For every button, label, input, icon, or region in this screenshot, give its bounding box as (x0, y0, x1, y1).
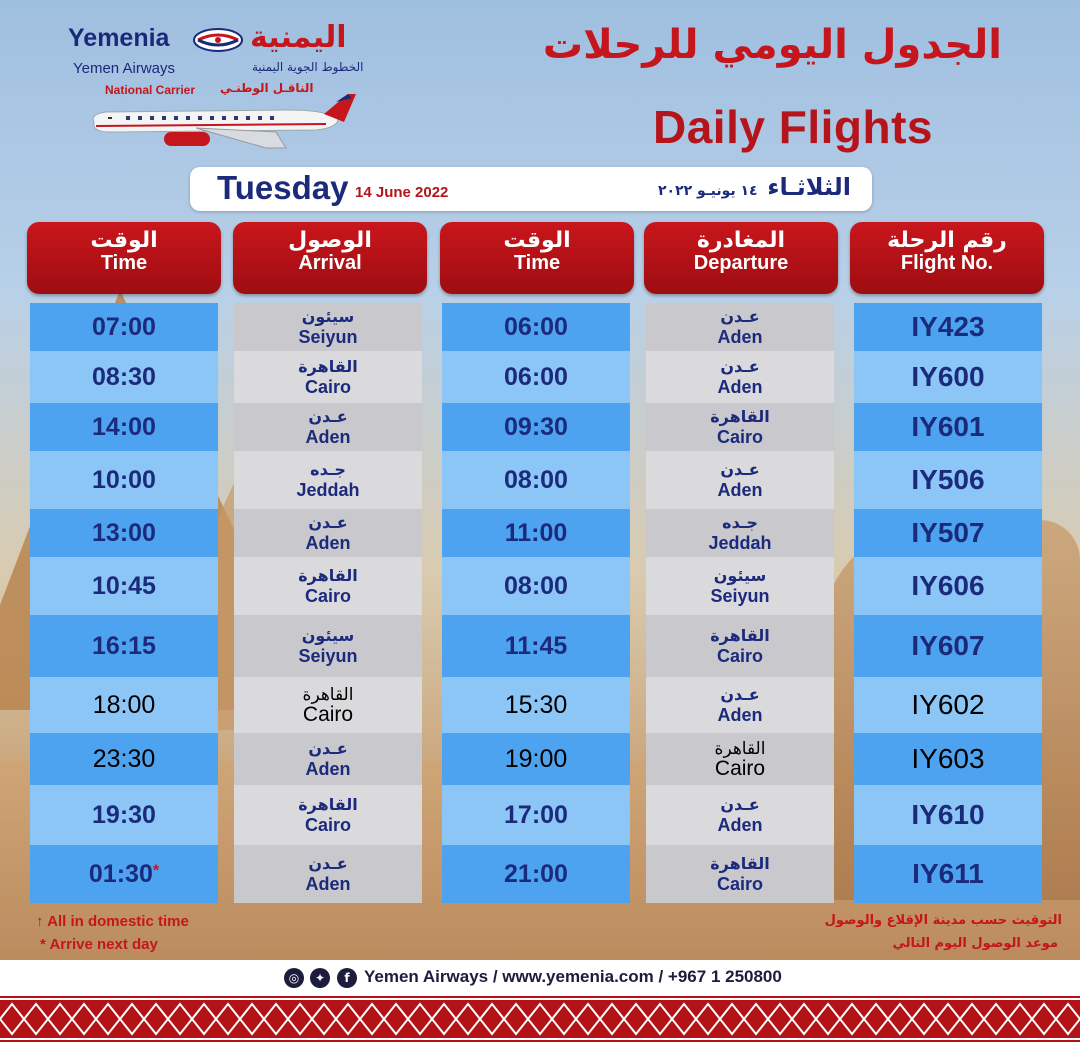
departure-city-en: Seiyun (710, 586, 770, 606)
departure-city-ar: سيئون (713, 566, 767, 585)
table-cell (442, 403, 630, 451)
flight-number-text: IY423 (911, 311, 985, 342)
day-ar: الثلاثـاء (767, 173, 851, 201)
departure-city-en: Cairo (716, 874, 763, 894)
header-arrival-time-en: Time (100, 252, 148, 274)
table-cell (442, 845, 630, 903)
departure-time-text: 21:00 (504, 859, 568, 888)
note-icon: ↑ (36, 913, 44, 930)
arrival-time-text: 16:15 (92, 631, 156, 660)
instagram-icon[interactable]: ◎ (284, 968, 304, 988)
column-flight-number (854, 303, 1042, 903)
departure-time-text: 19:00 (504, 744, 568, 773)
table-cell (30, 509, 218, 557)
table-cell (854, 557, 1042, 615)
departure-city-ar: عـدن (720, 685, 760, 704)
arrival-city-ar: القاهرة (298, 566, 358, 585)
table-cell (646, 351, 834, 403)
note-next-day (40, 936, 158, 953)
departure-city-ar: عـدن (720, 795, 760, 814)
table-cell (30, 303, 218, 351)
table-cell (234, 351, 422, 403)
table-cell (442, 733, 630, 785)
departure-city-en: Aden (717, 327, 763, 347)
header-departure-time-ar: الوقت (503, 228, 571, 253)
table-cell (442, 451, 630, 509)
table-cell (442, 785, 630, 845)
header-arrival (233, 222, 427, 294)
arrival-city-en: Aden (305, 533, 351, 553)
table-cell (646, 509, 834, 557)
departure-city-ar: جـده (722, 513, 758, 532)
table-cell (442, 615, 630, 677)
header-departure (644, 222, 838, 294)
departure-time-text: 17:00 (504, 800, 568, 829)
table-cell (442, 303, 630, 351)
title-ar: الجدول اليومي للرحلات (542, 22, 1002, 68)
arrival-city-ar: القاهرة (298, 795, 358, 814)
table-cell (854, 403, 1042, 451)
table-cell (30, 351, 218, 403)
note-domestic-time-ar: التوقيت حسب مدينة الإقلاع والوصول (824, 913, 1062, 928)
arrival-city-en: Cairo (304, 377, 351, 397)
departure-time-text: 08:00 (504, 465, 568, 494)
table-cell (234, 677, 422, 733)
departure-time-text: 08:00 (504, 571, 568, 600)
table-cell (234, 557, 422, 615)
header-departure-time-en: Time (513, 252, 561, 274)
table-cell (854, 677, 1042, 733)
departure-city-en: Aden (717, 480, 763, 500)
flight-number-text: IY507 (911, 517, 985, 548)
arrival-city-en: Seiyun (298, 327, 358, 347)
facebook-icon[interactable]: f (337, 968, 357, 988)
header-departure-en: Departure (693, 252, 789, 274)
arrival-city-en: Cairo (304, 815, 351, 835)
date-en: 14 June 2022 (355, 184, 449, 201)
date-bar (190, 167, 872, 211)
table-cell (30, 677, 218, 733)
header-arrival-time-ar: الوقت (90, 228, 158, 253)
departure-time-text: 09:30 (504, 412, 568, 441)
arrival-time-with-star (89, 860, 159, 889)
yemenia-logo-icon (192, 28, 244, 52)
arrival-time-text: 23:30 (92, 744, 156, 773)
table-cell (30, 557, 218, 615)
table-cell (442, 557, 630, 615)
table-cell (854, 615, 1042, 677)
note-next-day-ar: موعد الوصول اليوم التالي (892, 936, 1058, 951)
table-cell (854, 845, 1042, 903)
departure-city-en: Cairo (716, 646, 763, 666)
table-cell (646, 557, 834, 615)
title-en: Daily Flights (653, 101, 933, 153)
table-cell (646, 303, 834, 351)
table-cell (646, 677, 834, 733)
departure-city-ar: عـدن (720, 460, 760, 479)
departure-time-text: 11:00 (504, 518, 568, 547)
table-cell (30, 451, 218, 509)
header-departure-time (440, 222, 634, 294)
arrival-time-text: 13:00 (92, 518, 156, 547)
table-cell (234, 303, 422, 351)
footer-contact-text: Yemen Airways / www.yemenia.com / +967 1 250800 (364, 967, 782, 986)
arrival-city-en: Cairo (304, 586, 351, 606)
departure-city-en: Aden (717, 705, 763, 725)
column-arrival-time (30, 303, 218, 903)
flight-number-text: IY602 (911, 689, 985, 720)
date-ar: ١٤ يونيـو ٢٠٢٢ (658, 183, 758, 199)
header-flight-number (850, 222, 1044, 294)
arrival-time-text: 08:30 (92, 362, 156, 391)
arrival-time-text: 10:45 (92, 571, 156, 600)
table-cell (646, 845, 834, 903)
arrival-city-en: Cairo (302, 703, 354, 726)
arrival-city-ar: عـدن (308, 407, 348, 426)
departure-time-text: 11:45 (504, 631, 568, 660)
national-carrier-ar: الناقـل الوطنـي (220, 81, 314, 95)
arrival-city-ar: عـدن (308, 854, 348, 873)
arrival-time-text: 10:00 (92, 465, 156, 494)
arrival-time-text: 19:30 (92, 800, 156, 829)
table-cell (234, 403, 422, 451)
note-domestic-time (36, 913, 189, 930)
table-cell (30, 615, 218, 677)
brand-subtitle-ar: الخطوط الجوية اليمنية (252, 60, 364, 74)
arrival-city-ar: سيئون (301, 626, 355, 645)
column-departure-time (442, 303, 630, 903)
table-cell (234, 785, 422, 845)
twitter-icon[interactable]: ✦ (310, 968, 330, 988)
departure-time-text: 15:30 (504, 690, 568, 719)
arrival-city-ar: القاهرة (302, 685, 354, 705)
departure-city-ar: عـدن (720, 307, 760, 326)
day-en: Tuesday (217, 169, 349, 206)
table-cell (442, 351, 630, 403)
table-cell (854, 785, 1042, 845)
table-cell (234, 733, 422, 785)
arrival-city-ar: القاهرة (298, 357, 358, 376)
table-cell (234, 509, 422, 557)
table-cell (30, 733, 218, 785)
header-arrival-ar: الوصول (288, 228, 372, 253)
flight-number-text: IY606 (911, 570, 985, 601)
departure-city-en: Cairo (716, 427, 763, 447)
departure-city-ar: القاهرة (710, 626, 770, 645)
column-arrival (234, 303, 422, 903)
footer (0, 960, 1080, 996)
table-cell (234, 845, 422, 903)
next-day-star: * (152, 862, 160, 880)
table-cell (646, 451, 834, 509)
header-arrival-time (27, 222, 221, 294)
departure-city-en: Aden (717, 815, 763, 835)
departure-city-ar: القاهرة (710, 854, 770, 873)
arrival-city-en: Jeddah (296, 480, 360, 500)
flight-number-text: IY610 (911, 799, 985, 830)
table-cell (30, 845, 218, 903)
flight-number-text: IY600 (911, 361, 985, 392)
arrival-time-text: 01:30 (88, 859, 153, 888)
header-flight-number-ar: رقم الرحلة (887, 228, 1007, 253)
departure-city-ar: عـدن (720, 357, 760, 376)
flight-number-text: IY607 (911, 630, 985, 661)
airplane-icon (86, 92, 356, 156)
table-cell (646, 733, 834, 785)
table-cell (442, 509, 630, 557)
asterisk-icon: * (40, 936, 46, 953)
header-arrival-en: Arrival (298, 252, 362, 274)
arrival-city-ar: سيئون (301, 307, 355, 326)
table-cell (646, 615, 834, 677)
departure-city-ar: القاهرة (714, 739, 766, 759)
flight-number-text: IY603 (911, 743, 985, 774)
table-cell (854, 509, 1042, 557)
arrival-time-text: 07:00 (92, 312, 156, 341)
table-cell (30, 785, 218, 845)
brand-name-ar: اليمنية (250, 20, 347, 55)
arrival-city-en: Aden (305, 874, 351, 894)
arrival-city-en: Aden (305, 759, 351, 779)
table-cell (854, 351, 1042, 403)
arrival-time-text: 14:00 (92, 412, 156, 441)
note-domestic-time-text: All in domestic time (47, 913, 189, 930)
header-departure-ar: المغادرة (696, 228, 786, 253)
arrival-city-en: Seiyun (298, 646, 358, 666)
table-cell (854, 451, 1042, 509)
table-cell (854, 733, 1042, 785)
arrival-city-en: Aden (305, 427, 351, 447)
brand-name-en: Yemenia (68, 24, 170, 52)
column-departure (646, 303, 834, 903)
departure-city-en: Aden (717, 377, 763, 397)
flight-number-text: IY506 (911, 464, 985, 495)
departure-city-ar: القاهرة (710, 407, 770, 426)
table-cell (646, 403, 834, 451)
arrival-time-text: 18:00 (92, 690, 156, 719)
table-cell (854, 303, 1042, 351)
table-cell (442, 677, 630, 733)
header-flight-number-en: Flight No. (900, 252, 994, 274)
flight-number-text: IY601 (911, 411, 985, 442)
table-cell (234, 615, 422, 677)
table-cell (30, 403, 218, 451)
arrival-city-ar: عـدن (308, 513, 348, 532)
decorative-pattern (0, 996, 1080, 1042)
departure-time-text: 06:00 (504, 312, 568, 341)
table-cell (646, 785, 834, 845)
arrival-city-ar: جـده (310, 460, 346, 479)
note-next-day-text: Arrive next day (49, 936, 158, 953)
departure-time-text: 06:00 (504, 362, 568, 391)
departure-city-en: Jeddah (708, 533, 772, 553)
departure-city-en: Cairo (714, 757, 766, 780)
national-carrier-en: National Carrier (105, 83, 196, 97)
arrival-city-ar: عـدن (308, 739, 348, 758)
flight-number-text: IY611 (912, 858, 984, 889)
brand-subtitle-en: Yemen Airways (73, 60, 175, 77)
table-cell (234, 451, 422, 509)
